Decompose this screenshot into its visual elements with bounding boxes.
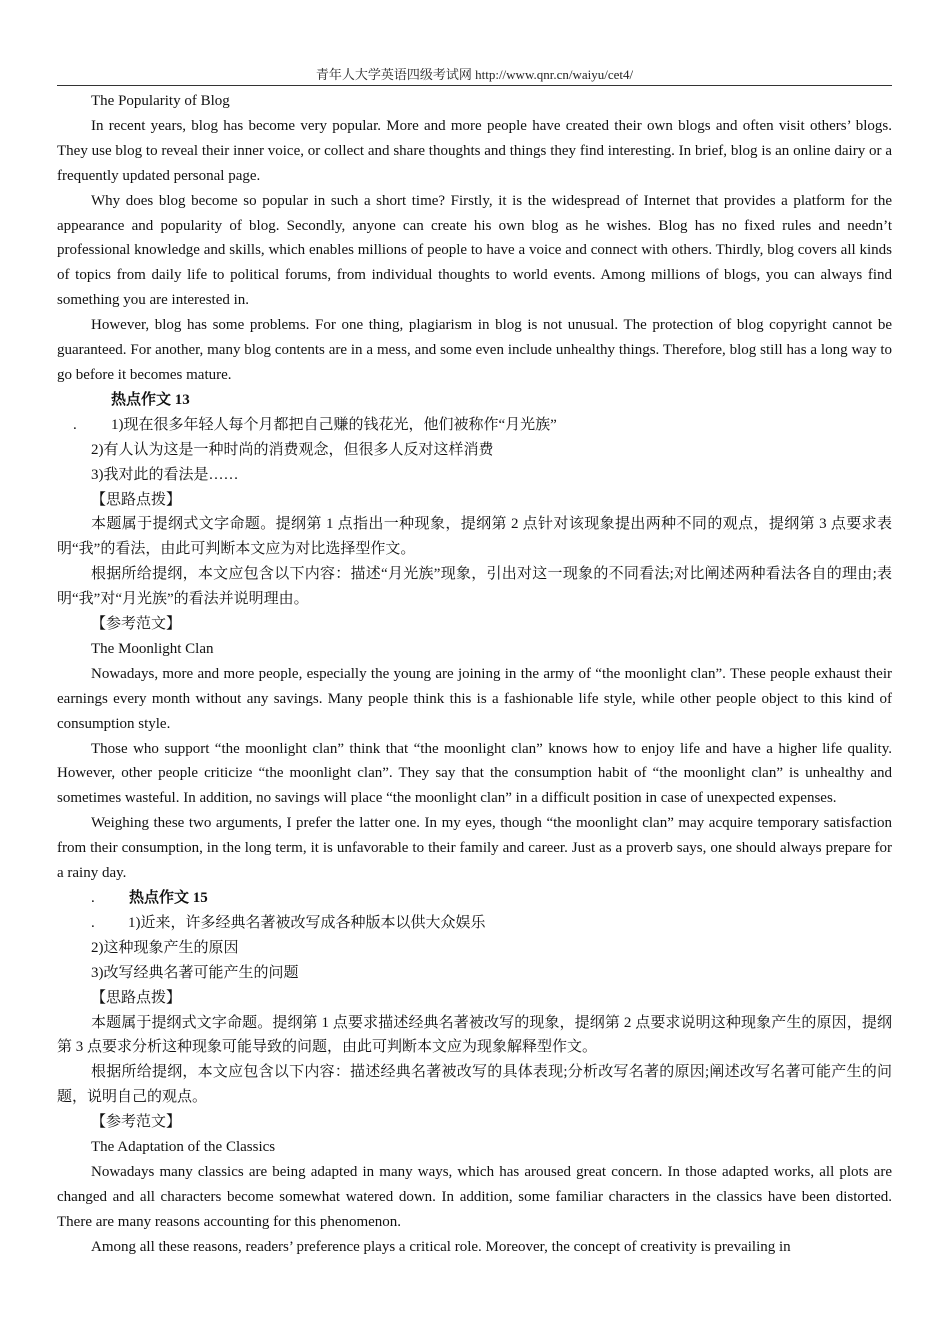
tips-paragraph: 根据所给提纲，本文应包含以下内容：描述“月光族”现象，引出对这一现象的不同看法;对比阐述两种看法各自的理由;表明“我”对“月光族”的看法并说明理由。 xyxy=(57,566,892,608)
outline-item: 3)我对此的看法是…… xyxy=(91,466,239,483)
essay-paragraph: Why does blog become so popular in such a short time? Firstly, it is the widespread of Internet that provides a platform for the appearance and popularity of blog. Secondly, anyone can create his own blog as he wishes. Blog has no fixed rules and needn’t professional knowledge and skills, which enables millions of people to have a voice and connect with others. Thirdly, blog covers all kinds of topics from daily life to political forums, from individual thoughts to world events. Among millions of blogs, you can always find something you are interested in. xyxy=(57,192,892,309)
essay-paragraph: However, blog has some problems. For one thing, plagiarism in blog is not unusual. The protection of blog copyright cannot be guaranteed. For another, many blog contents are in a mess, and some even include unhealthy things. Therefore, blog still has a long way to go before it becomes mature. xyxy=(57,317,892,383)
essay-title: The Adaptation of the Classics xyxy=(91,1139,276,1156)
essay-paragraph: Nowadays many classics are being adapted in many ways, which has aroused great concern. In those adapted works, all plots are changed and all characters become somewhat watered down. In addition, some familiar characters in the classics have been distorted. There are many reasons accounting for this phenomenon. xyxy=(57,1163,892,1230)
outline-item xyxy=(57,413,892,438)
tips-paragraph: 本题属于提纲式文字命题。提纲第 1 点指出一种现象，提纲第 2 点针对该现象提出两种不同的观点，提纲第 3 点要求表明“我”的看法，由此可判断本文应为对比选择型作文。 xyxy=(57,516,892,558)
header-rule xyxy=(57,85,892,86)
tips-label: 【思路点拨】 xyxy=(91,989,182,1006)
essay-title: The Popularity of Blog xyxy=(91,93,230,109)
essay-paragraph: Those who support “the moonlight clan” think that “the moonlight clan” knows how to enjoy life and have a higher life quality. However, other people criticize “the moonlight clan”. They say that the consumption habit of “the moonlight clan” is unhealthy and sometimes wasteful. In addition, no savings will place “the moonlight clan” in a difficult position in case of unexpected expenses. xyxy=(57,740,892,807)
essay-paragraph: Among all these reasons, readers’ preference plays a critical role. Moreover, the concept of creativity is prevailing in xyxy=(91,1238,791,1255)
bullet-dot: . xyxy=(91,914,95,931)
sample-label: 【参考范文】 xyxy=(91,1114,182,1131)
page-header: 青年人大学英语四级考试网 http://www.qnr.cn/waiyu/cet4/ xyxy=(315,67,634,82)
section-heading: 热点作文 13 xyxy=(111,391,190,408)
tips-paragraph: 根据所给提纲，本文应包含以下内容：描述经典名著被改写的具体表现;分析改写名著的原因;阐述改写名著可能产生的问题，说明自己的观点。 xyxy=(57,1064,892,1106)
section-heading-line xyxy=(57,886,892,911)
tips-label: 【思路点拨】 xyxy=(91,491,182,508)
bullet-dot: . xyxy=(73,416,77,433)
outline-text: 1)近来，许多经典名著被改写成各种版本以供大众娱乐 xyxy=(128,914,486,931)
document-body xyxy=(57,89,892,1260)
outline-text: 1)现在很多年轻人每个月都把自己赚的钱花光，他们被称作“月光族” xyxy=(111,416,557,433)
essay-paragraph: Nowadays, more and more people, especially the young are joining in the army of “the moonlight clan”. These people exhaust their earnings every month without any savings. Many people think this is a fashionable life style, while other people object to this kind of consumption style. xyxy=(57,665,892,732)
outline-item: 2)有人认为这是一种时尚的消费观念，但很多人反对这样消费 xyxy=(91,441,494,458)
bullet-dot: . xyxy=(91,890,95,906)
sample-label: 【参考范文】 xyxy=(91,616,182,633)
essay-paragraph: In recent years, blog has become very popular. More and more people have created their own blogs and often visit others’ blogs. They use blog to reveal their inner voice, or collect and share thoughts and things they find interesting. In brief, blog is an online dairy or a frequently updated personal page. xyxy=(57,117,892,184)
outline-item: 3)改写经典名著可能产生的问题 xyxy=(91,964,299,981)
essay-title: The Moonlight Clan xyxy=(91,640,214,657)
tips-paragraph: 本题属于提纲式文字命题。提纲第 1 点要求描述经典名著被改写的现象，提纲第 2 点要求说明这种现象产生的原因，提纲第 3 点要求分析这种现象可能导致的问题，由此可判断本文应为现象解释型作文。 xyxy=(57,1014,892,1056)
outline-item: 2)这种现象产生的原因 xyxy=(91,939,239,956)
outline-item xyxy=(57,911,892,936)
essay-paragraph: Weighing these two arguments, I prefer the latter one. In my eyes, though “the moonlight clan” may acquire temporary satisfaction from their consumption, in the long term, it is unfavorable to their family and career. Just as a proverb says, one should always prepare for a rainy day. xyxy=(57,815,892,882)
section-heading: 热点作文 15 xyxy=(129,890,208,906)
